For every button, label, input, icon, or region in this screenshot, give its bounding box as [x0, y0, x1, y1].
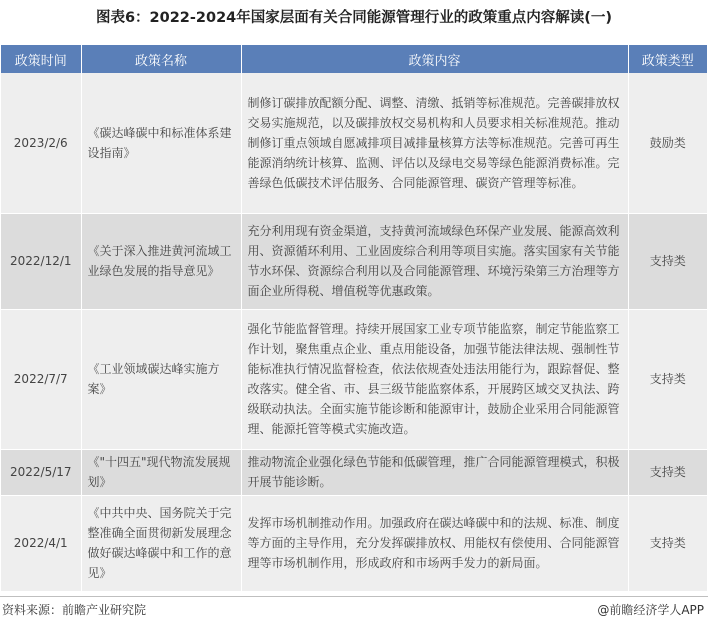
policy-content: 发挥市场机制推动作用。加强政府在碳达峰碳中和的法规、标准、制度等方面的主导作用，充分发挥碳排放权、用能权有偿使用、合同能源管理等市场机制作用，形成政府和市场两手发力的新局面。 [241, 495, 628, 591]
policy-name: 《关于深入推进黄河流域工业绿色发展的指导意见》 [81, 213, 241, 309]
policy-name: 《"十四五"现代物流发展规划》 [81, 449, 241, 495]
policy-content: 推动物流企业强化绿色节能和低碳管理，推广合同能源管理模式，积极开展节能诊断。 [241, 449, 628, 495]
policy-name: 《碳达峰碳中和标准体系建设指南》 [81, 73, 241, 213]
brand-credit [597, 601, 704, 618]
table-row [1, 449, 707, 495]
policy-name: 《中共中央、国务院关于完整准确全面贯彻新发展理念做好碳达峰碳中和工作的意见》 [81, 495, 241, 591]
policy-content: 制修订碳排放配额分配、调整、清缴、抵销等标准规范。完善碳排放权交易实施规范，以及碳排放权交易机构和人员要求相关标准规范。推动制修订重点领域自愿减排项目减排量核算方法等标准规范。完善可再生能源消纳统计核算、监测、评估以及绿电交易等绿色能源消费标准。完善绿色低碳技术评估服务、合同能源管理、碳资产管理等标准。 [241, 73, 628, 213]
policy-type: 支持类 [628, 309, 707, 449]
policy-type: 支持类 [628, 213, 707, 309]
policy-date: 2023/2/6 [1, 73, 81, 213]
policy-type: 鼓励类 [628, 73, 707, 213]
header-policy-type: 政策类型 [628, 45, 707, 73]
policy-content: 强化节能监督管理。持续开展国家工业专项节能监察，制定节能监察工作计划，聚焦重点企业、重点用能设备，加强节能法律法规、强制性节能标准执行情况监督检查，依法依规查处违法用能行为，跟踪督促、整改落实。健全省、市、县三级节能监察体系，开展跨区域交叉执法、跨级联动执法。全面实施节能诊断和能源审计，鼓励企业采用合同能源管理、能源托管等模式实施改造。 [241, 309, 628, 449]
policy-date: 2022/4/1 [1, 495, 81, 591]
policy-date: 2022/12/1 [1, 213, 81, 309]
policy-name: 《工业领域碳达峰实施方案》 [81, 309, 241, 449]
header-policy-time: 政策时间 [1, 45, 81, 73]
policy-date: 2022/5/17 [1, 449, 81, 495]
policy-table [1, 45, 707, 592]
policy-type: 支持类 [628, 449, 707, 495]
source-note: 资料来源：前瞻产业研究院 [2, 603, 147, 617]
header-policy-content: 政策内容 [241, 45, 628, 73]
table-header-row [1, 45, 707, 73]
policy-date: 2022/7/7 [1, 309, 81, 449]
footer-divider [0, 596, 708, 597]
table-row [1, 495, 707, 591]
policy-content: 充分利用现有资金渠道，支持黄河流域绿色环保产业发展、能源高效利用、资源循环利用、工业固废综合利用等项目实施。落实国家有关节能节水环保、资源综合利用以及合同能源管理、环境污染第三方治理等方面企业所得税、增值税等优惠政策。 [241, 213, 628, 309]
brand-credit-text: @前瞻经济学人APP [597, 603, 704, 617]
table-row [1, 309, 707, 449]
page-title: 图表6：2022-2024年国家层面有关合同能源管理行业的政策重点内容解读(一) [95, 10, 613, 26]
table-row [1, 213, 707, 309]
table-row [1, 73, 707, 213]
header-policy-name: 政策名称 [81, 45, 241, 73]
policy-type: 支持类 [628, 495, 707, 591]
